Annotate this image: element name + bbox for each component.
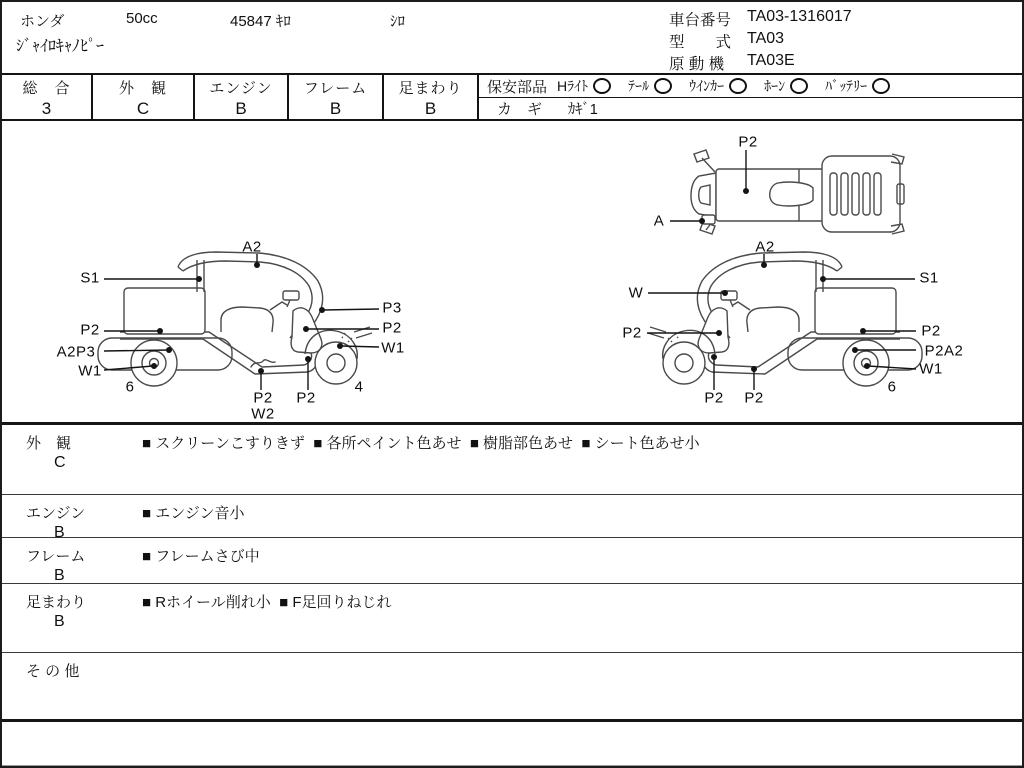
left-view-label-4: 4 xyxy=(354,378,364,396)
condition-row-frame-grade: B xyxy=(54,567,65,584)
connector-dot xyxy=(820,276,826,282)
safety-item-horn-label: ﾎｰﾝ xyxy=(764,78,786,94)
right-view-label-p2: P2 xyxy=(622,324,642,342)
connector-dot xyxy=(716,330,722,336)
condition-row-exterior-notes: ■ スクリーンこすりきず ■ 各所ペイント色あせ ■ 樹脂部色あせ ■ シート色あせ小 xyxy=(142,435,700,452)
connector-dot xyxy=(151,363,157,369)
rating-overall-grade: 3 xyxy=(41,99,52,118)
condition-row-engine xyxy=(2,494,1024,541)
connector-dot xyxy=(337,343,343,349)
top-view-label-p2: P2 xyxy=(738,133,758,151)
key-value: ｶｷﾞ1 xyxy=(568,102,598,118)
left-view-label-p2: P2 xyxy=(296,389,316,407)
rating-overall-label: 総 合 xyxy=(22,80,71,97)
connector-dot xyxy=(711,354,717,360)
condition-row-frame-label: フレーム xyxy=(26,548,86,565)
connector-dot xyxy=(751,366,757,372)
condition-row-exterior xyxy=(2,422,1024,494)
section-divider xyxy=(2,719,1024,722)
condition-row-engine-notes: ■ エンジン音小 xyxy=(142,505,245,522)
right-view-label-p2: P2 xyxy=(744,389,764,407)
left-view-label-p3: P3 xyxy=(382,299,402,317)
connector-dot xyxy=(860,328,866,334)
rating-frame-grade: B xyxy=(329,99,342,118)
condition-row-other-label: そ の 他 xyxy=(26,663,80,680)
connector-dot xyxy=(864,363,870,369)
connector-dot xyxy=(761,262,767,268)
condition-row-undercarriage-grade: B xyxy=(54,613,65,630)
model-code-label: 型 式 xyxy=(669,34,732,51)
connector-dot xyxy=(157,328,163,334)
connector-dot xyxy=(722,290,728,296)
left-view-label-s1: S1 xyxy=(80,269,100,287)
left-view-label-a2p3: A2P3 xyxy=(56,343,96,361)
connector-dot xyxy=(166,347,172,353)
right-view-label-a2: A2 xyxy=(755,238,775,256)
connector-dot xyxy=(852,347,858,353)
rating-frame-label: フレーム xyxy=(303,80,368,97)
model-code-value: TA03 xyxy=(747,30,785,47)
condition-row-engine-grade: B xyxy=(54,524,65,541)
rating-undercarriage-grade: B xyxy=(424,99,437,118)
key-label: カ ギ xyxy=(497,101,543,118)
left-view-label-w1: W1 xyxy=(381,339,405,357)
left-view-label-p2: P2 xyxy=(253,389,273,407)
connector-line xyxy=(104,350,168,351)
connector-line xyxy=(104,366,153,370)
mileage: 45847 ｷﾛ xyxy=(230,13,291,30)
right-view-label-p2a2: P2A2 xyxy=(924,342,964,360)
safety-item-battery-label: ﾊﾞｯﾃﾘｰ xyxy=(825,78,868,94)
left-view-label-w1: W1 xyxy=(78,362,102,380)
left-view-label-p2: P2 xyxy=(80,321,100,339)
top-view-label-a: A xyxy=(653,212,665,230)
rating-engine-label: エンジン xyxy=(209,80,273,97)
condition-row-undercarriage xyxy=(2,583,1024,652)
right-view-label-s1: S1 xyxy=(919,269,939,287)
left-view-label-w2: W2 xyxy=(251,405,275,423)
bottom-divider xyxy=(2,765,1024,766)
safety-item-taillight-label: ﾃｰﾙ xyxy=(628,78,650,94)
condition-row-engine-label: エンジン xyxy=(26,505,86,522)
left-view-label-p2: P2 xyxy=(382,319,402,337)
connector-dot xyxy=(305,356,311,362)
rating-undercarriage-label: 足まわり xyxy=(398,80,463,97)
connector-dot xyxy=(258,368,264,374)
connector-dot xyxy=(196,276,202,282)
connector-line xyxy=(323,309,379,310)
condition-row-exterior-label: 外 観 xyxy=(26,435,72,452)
connector-dot xyxy=(699,218,705,224)
rating-engine-grade: B xyxy=(235,99,247,118)
right-view-label-w1: W1 xyxy=(919,360,943,378)
right-view-label-6: 6 xyxy=(887,378,897,396)
connector-dot xyxy=(303,326,309,332)
condition-row-undercarriage-label: 足まわり xyxy=(26,594,87,611)
left-view-label-a2: A2 xyxy=(242,238,262,256)
engine-code-value: TA03E xyxy=(747,52,795,69)
connector-line xyxy=(868,366,916,369)
brand-name: ホンダ xyxy=(20,13,65,30)
displacement: 50cc xyxy=(126,10,158,27)
left-view-label-6: 6 xyxy=(125,378,135,396)
safety-parts-title: 保安部品 xyxy=(487,78,548,96)
connector-line xyxy=(341,346,379,347)
engine-code-label: 原 動 機 xyxy=(669,56,725,73)
connector-dot xyxy=(743,188,749,194)
body-color: ｼﾛ xyxy=(390,13,406,30)
model-name: ｼﾞｬｲﾛｷｬﾉﾋﾟｰ xyxy=(16,38,105,55)
rating-exterior-grade: C xyxy=(136,99,150,118)
chassis-number-value: TA03-1316017 xyxy=(747,8,852,25)
safety-item-headlight-label: Hﾗｲﾄ xyxy=(557,78,589,94)
condition-row-frame xyxy=(2,537,1024,583)
condition-row-undercarriage-notes: ■ Rホイール削れ小 ■ F足回りねじれ xyxy=(142,594,392,611)
condition-row-other xyxy=(2,652,1024,719)
right-view-label-p2: P2 xyxy=(921,322,941,340)
right-view-label-w: W xyxy=(628,284,644,302)
condition-row-frame-notes: ■ フレームさび中 xyxy=(142,548,260,565)
safety-item-winker-label: ｳｲﾝｶｰ xyxy=(689,78,725,94)
connector-dot xyxy=(319,307,325,313)
condition-row-exterior-grade: C xyxy=(54,454,66,471)
connector-dot xyxy=(254,262,260,268)
chassis-number-label: 車台番号 xyxy=(669,12,732,29)
rating-exterior-label: 外 観 xyxy=(118,80,167,97)
right-view-label-p2: P2 xyxy=(704,389,724,407)
